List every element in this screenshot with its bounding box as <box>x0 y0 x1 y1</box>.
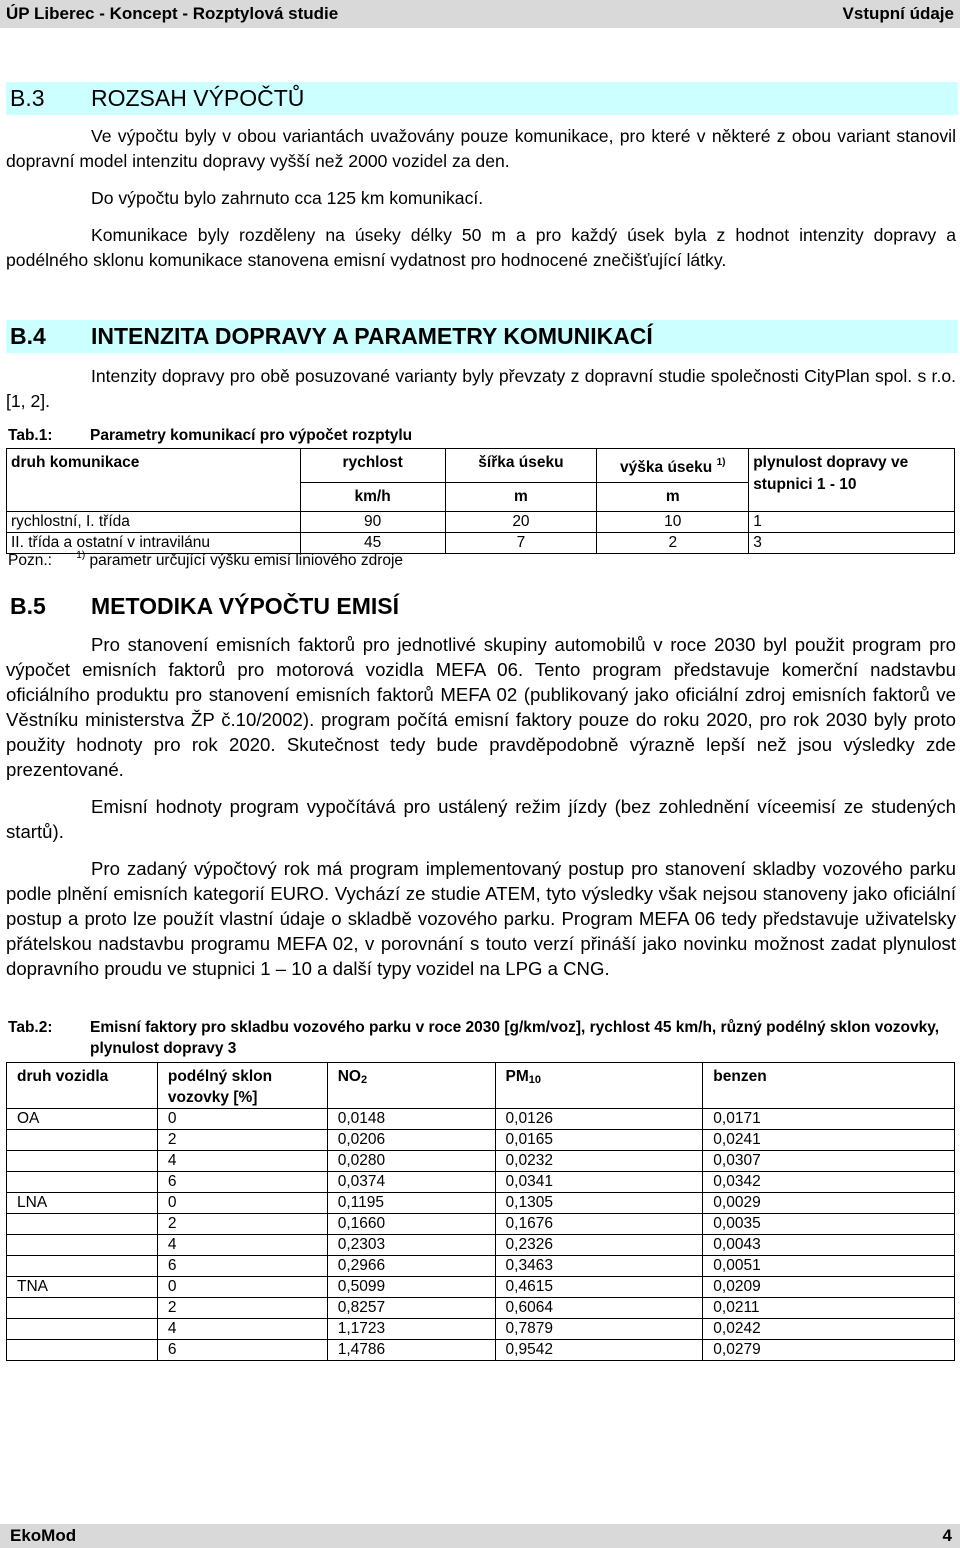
header-vyska: výška úseku $^{1)}$ <box>597 449 749 483</box>
cell-druh <box>7 1151 158 1172</box>
cell-sklon: 4 <box>157 1151 327 1172</box>
header-druh-vozidla: druh vozidla <box>7 1063 158 1109</box>
cell-rychlost: 90 <box>300 512 445 533</box>
page-header <box>0 0 960 28</box>
cell-pm10: 0,9542 <box>495 1340 703 1361</box>
cell-pm10: 0,7879 <box>495 1319 703 1340</box>
cell-pm10: 0,6064 <box>495 1298 703 1319</box>
table-1-caption <box>8 425 956 446</box>
cell-no2: 0,0280 <box>327 1151 495 1172</box>
table-row <box>7 1235 955 1256</box>
table-row <box>7 1256 955 1277</box>
cell-benzen: 0,0241 <box>703 1130 955 1151</box>
cell-no2: 0,0206 <box>327 1130 495 1151</box>
cell-druh: LNA <box>7 1193 158 1214</box>
table-label: Tab.1: <box>8 427 53 444</box>
cell-sklon: 6 <box>157 1256 327 1277</box>
table-row <box>7 1298 955 1319</box>
b4-paragraph-1: Intenzity dopravy pro obě posuzované varianty byly převzaty z dopravní studie společnosti CityPlan spol. s r.o. [1, 2]. <box>6 366 956 411</box>
section-number: B.4 <box>10 323 46 349</box>
cell-sklon: 2 <box>157 1214 327 1235</box>
cell-pm10: 0,0341 <box>495 1172 703 1193</box>
cell-druh <box>7 1256 158 1277</box>
cell-sklon: 4 <box>157 1319 327 1340</box>
cell-druh: rychlostní, I. třída <box>7 512 301 533</box>
cell-sklon: 0 <box>157 1277 327 1298</box>
cell-benzen: 0,0171 <box>703 1109 955 1130</box>
cell-no2: 0,1660 <box>327 1214 495 1235</box>
cell-pm10: 0,1305 <box>495 1193 703 1214</box>
cell-rychlost: 45 <box>300 533 445 554</box>
unit-rychlost: km/h <box>300 483 445 512</box>
cell-no2: 1,1723 <box>327 1319 495 1340</box>
section-number: B.5 <box>10 593 46 619</box>
footer-company: EkoMod <box>10 1526 77 1545</box>
cell-plynulost: 1 <box>749 512 955 533</box>
cell-sklon: 6 <box>157 1340 327 1361</box>
table-row <box>7 1277 955 1298</box>
cell-benzen: 0,0209 <box>703 1277 955 1298</box>
table-caption-text: Emisní faktory pro skladbu vozového parku v roce 2030 [g/km/voz], rychlost 45 km/h, různý podélný sklon vozovky, plynulost dopravy 3 <box>90 1019 940 1057</box>
cell-sklon: 2 <box>157 1130 327 1151</box>
cell-plynulost: 3 <box>749 533 955 554</box>
cell-pm10: 0,0232 <box>495 1151 703 1172</box>
section-b4-heading <box>6 320 958 353</box>
header-plynulost: plynulost dopravy ve stupnici 1 - 10 <box>749 449 955 512</box>
cell-benzen: 0,0029 <box>703 1193 955 1214</box>
cell-sirka: 7 <box>445 533 597 554</box>
cell-druh <box>7 1130 158 1151</box>
header-no2: $NO_2$ <box>327 1063 495 1109</box>
cell-sklon: 4 <box>157 1235 327 1256</box>
cell-druh <box>7 1319 158 1340</box>
section-number: B.3 <box>10 85 45 111</box>
cell-no2: 1,4786 <box>327 1340 495 1361</box>
b5-paragraph-1: Pro stanovení emisních faktorů pro jednotlivé skupiny automobilů v roce 2030 byl použit program pro výpočet emisních faktorů pro motorová vozidla MEFA 06. Tento program představuje komerční nadstavbu oficiálního produktu pro stanovení emisních faktorů MEFA 02 (publikovaný jako oficiální zdroj emisních faktorů ve Věstníku ministerstva ŽP č.10/2002). program počítá emisní faktory pouze do roku 2020, pro rok 2030 byly proto použity hodnoty pro rok 2020. Skutečnost tedy bude pravděpodobně výrazně lepší než jsou výsledky zde prezentované. <box>6 634 956 780</box>
table-row <box>7 1151 955 1172</box>
cell-druh: OA <box>7 1109 158 1130</box>
table-row <box>7 1214 955 1235</box>
page-footer <box>0 1524 960 1548</box>
header-benzen: benzen <box>703 1063 955 1109</box>
cell-sklon: 6 <box>157 1172 327 1193</box>
note-label: Pozn.: <box>8 552 52 569</box>
cell-druh: TNA <box>7 1277 158 1298</box>
table-header-row <box>7 1063 955 1109</box>
header-pm10: $PM_{10}$ <box>495 1063 703 1109</box>
table-row <box>7 1109 955 1130</box>
b5-paragraph-2: Emisní hodnoty program vypočítává pro ustálený režim jízdy (bez zohlednění víceemisí ze studených startů). <box>6 796 956 842</box>
header-rychlost: rychlost <box>300 449 445 483</box>
cell-druh: II. třída a ostatní v intravilánu <box>7 533 301 554</box>
note-sup: 1) <box>76 550 86 561</box>
cell-vyska: 10 <box>597 512 749 533</box>
cell-sklon: 2 <box>157 1298 327 1319</box>
cell-druh <box>7 1298 158 1319</box>
cell-druh <box>7 1235 158 1256</box>
cell-no2: 0,8257 <box>327 1298 495 1319</box>
section-title: INTENZITA DOPRAVY A PARAMETRY KOMUNIKACÍ <box>91 323 653 349</box>
cell-sklon: 0 <box>157 1193 327 1214</box>
cell-vyska: 2 <box>597 533 749 554</box>
section-b5-heading <box>6 590 958 622</box>
header-section: Vstupní údaje <box>842 4 954 23</box>
cell-pm10: 0,4615 <box>495 1277 703 1298</box>
cell-druh <box>7 1214 158 1235</box>
cell-no2: 0,1195 <box>327 1193 495 1214</box>
b3-paragraph-3: Komunikace byly rozděleny na úseky délky 50 m a pro každý úsek byla z hodnot intenzity dopravy a podélného sklonu komunikace stanovena emisní vydatnost pro hodnocené znečišťující látky. <box>6 225 956 270</box>
b3-paragraph-1: Ve výpočtu byly v obou variantách uvažovány pouze komunikace, pro které v některé z obou variant stanovil dopravní model intenzitu dopravy vyšší než 2000 vozidel za den. <box>6 126 956 171</box>
cell-benzen: 0,0279 <box>703 1340 955 1361</box>
cell-no2: 0,0148 <box>327 1109 495 1130</box>
cell-sirka: 20 <box>445 512 597 533</box>
cell-no2: 0,5099 <box>327 1277 495 1298</box>
b3-paragraph-2: Do výpočtu bylo zahrnuto cca 125 km komunikací. <box>91 188 484 208</box>
table-emission-factors <box>6 1062 955 1361</box>
note-text: parametr určující výšku emisí liniového zdroje <box>89 552 404 569</box>
cell-benzen: 0,0211 <box>703 1298 955 1319</box>
page-number: 4 <box>942 1526 952 1545</box>
table-caption-text: Parametry komunikací pro výpočet rozptylu <box>90 427 413 444</box>
cell-pm10: 0,0165 <box>495 1130 703 1151</box>
cell-pm10: 0,0126 <box>495 1109 703 1130</box>
header-title: ÚP Liberec - Koncept - Rozptylová studie <box>6 4 339 23</box>
header-sirka: šířka úseku <box>445 449 597 483</box>
section-title: METODIKA VÝPOČTU EMISÍ <box>91 593 399 619</box>
cell-benzen: 0,0051 <box>703 1256 955 1277</box>
header-sklon: podélný sklon vozovky [%] <box>157 1063 327 1109</box>
cell-pm10: 0,1676 <box>495 1214 703 1235</box>
cell-no2: 0,2966 <box>327 1256 495 1277</box>
table-row <box>7 1172 955 1193</box>
section-title: ROZSAH VÝPOČTŮ <box>91 85 305 111</box>
table-row <box>7 1319 955 1340</box>
cell-no2: 0,0374 <box>327 1172 495 1193</box>
cell-pm10: 0,2326 <box>495 1235 703 1256</box>
cell-no2: 0,2303 <box>327 1235 495 1256</box>
cell-benzen: 0,0035 <box>703 1214 955 1235</box>
cell-benzen: 0,0342 <box>703 1172 955 1193</box>
cell-benzen: 0,0307 <box>703 1151 955 1172</box>
cell-pm10: 0,3463 <box>495 1256 703 1277</box>
table-header-row <box>7 449 955 483</box>
table-row <box>7 1193 955 1214</box>
table-label: Tab.2: <box>8 1019 53 1036</box>
table-road-parameters <box>6 448 955 554</box>
table-row <box>7 1130 955 1151</box>
cell-sklon: 0 <box>157 1109 327 1130</box>
b5-paragraph-3: Pro zadaný výpočtový rok má program implementovaný postup pro stanovení skladby vozového parku podle plnění emisních kategorií EURO. Vychází ze studie ATEM, tyto výsledky však nejsou stanoveny jako oficiální postup a proto lze použít vlastní údaje o skladbě vozového parku. Program MEFA 06 tedy představuje uživatelsky přátelskou nadstavbu programu MEFA 02, v porovnání s touto verzí přináší jako novinku možnost zadat plynulost dopravního proudu ve stupnici 1 – 10 a další typy vozidel na LPG a CNG. <box>6 858 956 979</box>
cell-druh <box>7 1340 158 1361</box>
unit-sirka: m <box>445 483 597 512</box>
unit-vyska: m <box>597 483 749 512</box>
header-druh: druh komunikace <box>7 449 301 512</box>
table-row <box>7 512 955 533</box>
table-2-caption <box>8 1017 956 1059</box>
table-1-note <box>8 546 403 571</box>
section-b3-heading <box>6 82 958 115</box>
cell-benzen: 0,0242 <box>703 1319 955 1340</box>
cell-druh <box>7 1172 158 1193</box>
table-row <box>7 1340 955 1361</box>
cell-benzen: 0,0043 <box>703 1235 955 1256</box>
